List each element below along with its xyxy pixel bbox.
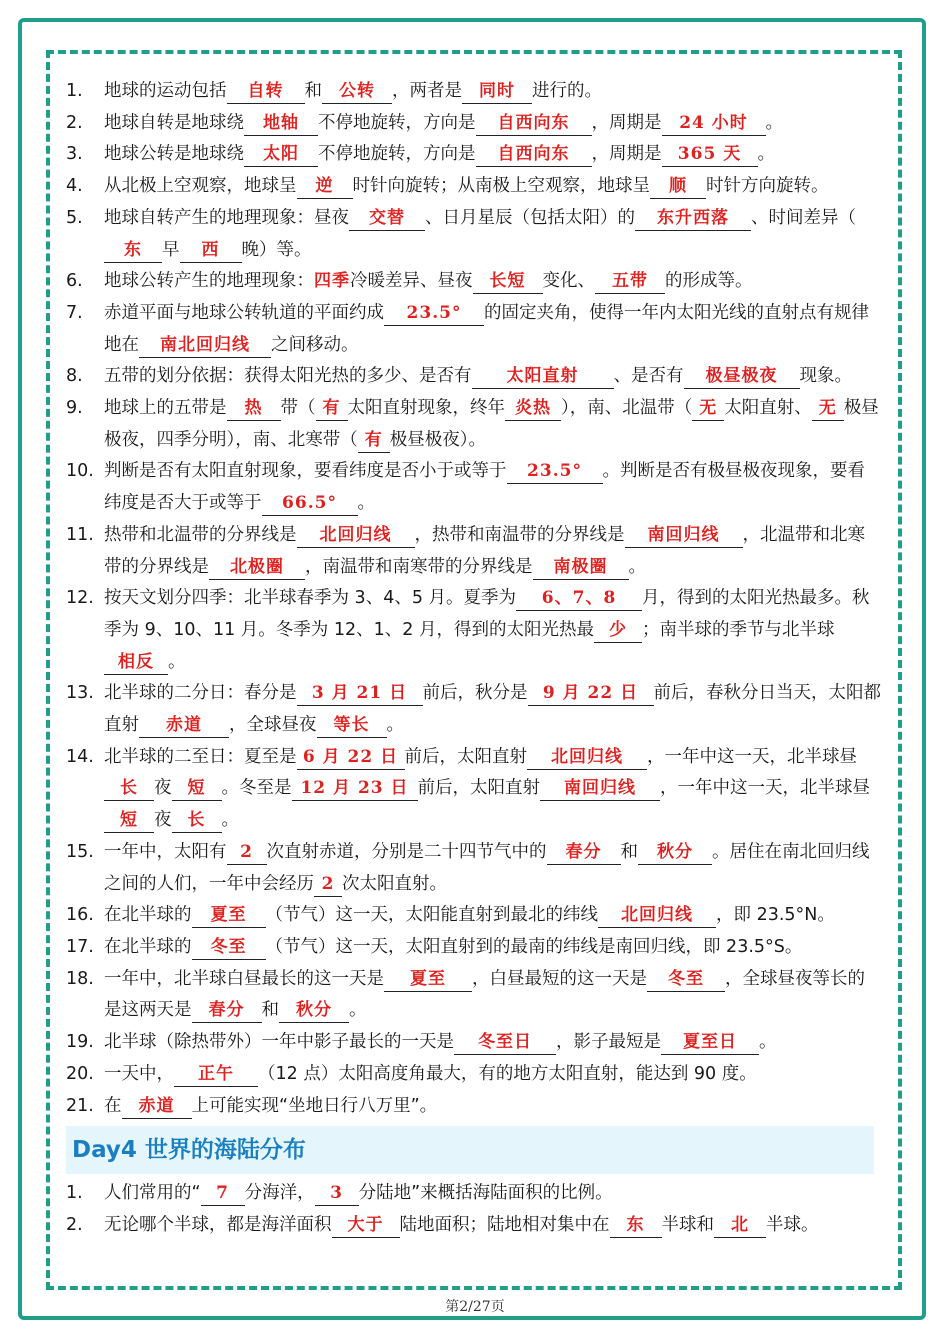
question-text-segment: ，热带和南温带的分界线是 [414,524,625,545]
answer-blank: 23.5° [507,459,603,484]
question-text-segment: 。 [628,556,646,577]
answer-blank: 有 [358,428,390,453]
question-text-segment: 地球上的五带是 [104,398,227,419]
question-text-segment: 带（ [280,398,316,419]
question-text-segment: ，南温带和南寒带的分界线是 [305,556,533,577]
answer-blank: 北 [714,1213,766,1238]
question-text-segment: 在 [104,1095,122,1116]
question-text-segment: ，全球昼夜 [229,715,317,736]
question-text-segment: 。 [168,651,186,672]
question-text-segment: 热带和北温带的分界线是 [104,524,297,545]
question-text [104,266,882,298]
answer-blank: 北极圈 [209,555,305,580]
answer-blank: 24 小时 [662,111,766,136]
question-text-segment: 不停地旋转，方向是 [318,144,476,165]
question-text-segment: 人们常用的“ [104,1183,201,1204]
question-text-segment: （12 点）太阳高度角最大，有的地方太阳直射，能达到 90 度。 [258,1063,757,1084]
question-text-segment: 半球。 [766,1214,819,1235]
question-number: 2. [66,1214,83,1235]
question-text-segment: ，周期是 [591,112,662,133]
question-item [66,393,882,456]
answer-blank: 7 [201,1181,245,1206]
question-text-segment: 现象。 [799,366,852,387]
question-text-segment: 次直射赤道，分别是二十四节气中的 [266,841,547,862]
question-number: 3. [66,144,83,165]
question-item [66,583,882,678]
answer-blank: 365 天 [662,142,758,167]
question-text-segment: ，全球昼夜等长的是这两天是 [104,968,865,1021]
question-text-segment: 、日月星辰（包括太阳）的 [425,207,635,228]
question-text-segment: 地球自转是地球绕 [104,112,244,133]
question-text-segment: 冷暖差异、昼夜 [350,271,473,292]
question-text [104,76,882,108]
answer-blank: 自西向东 [476,111,592,136]
question-text [104,1210,882,1242]
answer-blank: 12 月 23 日 [292,776,418,801]
answer-blank: 东升西落 [635,206,751,231]
section-title: Day4 世界的海陆分布 [72,1137,306,1164]
question-text-segment: 地球自转产生的地理现象：昼夜 [104,207,349,228]
question-text-segment: 在北半球的 [104,905,192,926]
question-text-segment: 上可能实现“坐地日行八万里”。 [191,1095,438,1116]
question-item [66,456,882,519]
question-text-segment: 晚）等。 [241,239,312,260]
answer-blank: 北回归线 [598,903,716,928]
answer-blank: 极昼极夜 [684,364,800,389]
answer-blank: 交替 [349,206,425,231]
answer-blank: 北回归线 [527,745,647,770]
question-text-segment: 一天中， [104,1063,174,1084]
answer-blank: 3 月 21 日 [297,681,423,706]
answer-blank: 冬至日 [454,1030,556,1055]
question-text-segment: 五带的划分依据：获得太阳光热的多少、是否有 [104,366,472,387]
question-number: 6. [66,271,83,292]
question-text-segment: 在北半球的 [104,936,192,957]
question-number: 5. [66,207,83,228]
answer-blank: 长 [172,808,222,833]
answer-blank: 无 [812,396,844,421]
answer-blank: 春分 [547,840,621,865]
question-text [104,520,882,583]
question-text-segment: 月，得到的太阳光热最多。秋季为 9、10、11 月。冬季为 12、1、2 月，得到的太阳光热最 [104,588,870,640]
question-text-segment: 一年中，太阳有 [104,841,227,862]
question-text-segment: ），南、北温带（ [561,398,693,419]
question-number: 12. [66,588,94,609]
answer-blank: 热 [227,396,281,421]
question-text-segment: ，一年中这一天，北半球昼 [660,778,870,799]
question-text [104,742,882,837]
answer-blank: 东 [610,1213,662,1238]
answer-blank: 北回归线 [297,523,415,548]
question-text-segment: 无论哪个半球，都是海洋面积 [104,1214,332,1235]
question-number: 20. [66,1063,94,1084]
question-text-segment: 前后，太阳直射 [417,778,540,799]
question-number: 17. [66,936,94,957]
question-text [104,964,882,1027]
answer-blank: 顺 [650,174,706,199]
answer-blank: 6、7、8 [516,586,642,611]
question-number: 11. [66,524,94,545]
answer-blank: 相反 [104,650,168,675]
question-item [66,1178,882,1210]
question-text-segment: 进行的。 [532,81,602,101]
question-text-segment: 。居住在南北回归线之间的人们，一年中会经历 [104,841,870,894]
answer-blank: 南极圈 [533,555,629,580]
question-text [104,837,882,900]
answer-blank: 夏至 [384,967,472,992]
question-text-segment: 太阳直射现象，终年 [347,398,505,419]
question-item [66,1027,882,1059]
question-item [66,837,882,900]
question-text-segment: ，即 23.5°N。 [716,905,835,926]
question-item [66,964,882,1027]
question-text-segment: 和 [304,81,322,101]
question-number: 10. [66,461,94,482]
question-text-segment: （节气）这一天，太阳直射到的最南的纬线是南回归线，即 23.5°S。 [265,936,803,957]
answer-blank: 少 [594,618,642,643]
question-number: 8. [66,366,83,387]
question-text-segment: 。 [386,715,404,736]
answer-blank: 正午 [174,1062,258,1087]
answer-blank: 大于 [332,1213,400,1238]
answer-blank: 3 [315,1181,359,1206]
answer-blank: 公转 [322,79,392,104]
question-text-segment: 不停地旋转，方向是 [318,112,476,133]
question-text-segment: 地球公转产生的地理现象： [104,271,314,292]
question-list-day3 [66,76,882,1122]
question-text-segment: 的固定夹角，使得一年内太阳光线的直射点有规律地在 [104,302,869,355]
answer-blank: 同时 [462,79,532,104]
answer-blank: 南回归线 [625,523,743,548]
question-item [66,266,882,298]
answer-blank: 东 [104,238,162,263]
question-text-segment: （节气）这一天，太阳能直射到最北的纬线 [265,905,598,926]
answer-blank: 23.5° [384,301,484,326]
question-text-segment: 。 [765,112,783,133]
question-text-segment: 。 [349,1000,367,1021]
question-text-segment: 夜 [154,778,172,799]
answer-blank: 等长 [317,713,387,738]
question-text-segment: ，两者是 [392,81,462,101]
question-text-segment: 北半球的二分日：春分是 [104,683,297,704]
question-text-segment: 变化、 [542,271,595,292]
answer-blank: 地轴 [244,111,318,136]
answer-blank: 西 [180,238,242,263]
answer-blank: 长 [104,776,154,801]
question-text-segment: 北半球（除热带外）一年中影子最长的一天是 [104,1032,454,1053]
answer-blank: 逆 [297,174,353,199]
question-text-segment: 前后，春秋分日当天，太阳都直射 [104,683,881,736]
answer-blank: 太阳 [244,142,318,167]
question-text-segment: 北半球的二至日：夏至是 [104,746,297,767]
question-text-segment: ，北温带和北寒带的分界线是 [104,524,865,577]
answer-blank: 2 [227,840,267,865]
question-number: 9. [66,398,83,419]
answer-blank: 自转 [227,79,305,104]
question-number: 2. [66,112,83,133]
question-text-segment: 地球公转是地球绕 [104,144,244,165]
question-text-segment: ，白昼最短的这一天是 [472,968,647,989]
question-text-segment: 和 [261,1000,279,1021]
question-text [104,1027,882,1059]
question-text-segment: ；南半球的季节与北半球 [641,619,835,640]
answer-blank: 夏至日 [661,1030,759,1055]
answer-blank: 春分 [192,998,262,1023]
question-text [104,139,882,171]
question-number: 18. [66,968,94,989]
question-text-segment: 赤道平面与地球公转轨道的平面约成 [104,302,384,323]
question-number: 4. [66,176,83,197]
question-text-segment: 、时间差异（ [751,207,856,228]
question-text-segment: 和 [620,841,638,862]
question-text-segment: 分陆地”来概括海陆面积的比例。 [358,1183,613,1204]
question-number: 19. [66,1032,94,1053]
question-item [66,1210,882,1242]
question-text [104,456,882,519]
question-item [66,900,882,932]
question-number: 13. [66,683,94,704]
question-text-segment: 前后，秋分是 [422,683,528,704]
question-text-segment: ，一年中这一天，北半球昼 [647,746,857,767]
question-text-segment: 极昼极夜）。 [389,429,486,450]
question-text [104,171,882,203]
question-text-segment: 极昼极夜，四季分明），南、北寒带（ [104,398,879,450]
question-text-segment: 夜 [154,810,172,831]
answer-blank: 2 [314,872,342,897]
question-text-segment: 。 [221,810,239,831]
question-number: 15. [66,841,94,862]
question-item [66,678,882,741]
answer-blank: 6 月 22 日 [297,745,405,770]
question-text-segment: 早 [162,239,180,260]
answer-blank: 炎热 [505,396,561,421]
question-text [104,1091,882,1123]
question-number: 7. [66,302,83,323]
question-text [104,932,882,964]
answer-blank: 9 月 22 日 [528,681,654,706]
question-item [66,361,882,393]
question-text [104,1178,882,1210]
question-text-segment: 按天文划分四季：北半球春季为 3、4、5 月。夏季为 [104,588,517,609]
answer-blank: 赤道 [122,1094,192,1119]
question-text-segment: 次太阳直射。 [342,873,447,894]
question-item [66,108,882,140]
answer-blank: 短 [172,776,222,801]
question-text-segment: 太阳直射、 [724,398,812,419]
question-text-segment: 。 [759,1032,777,1053]
question-text [104,108,882,140]
question-text-segment: 一年中，北半球白昼最长的这一天是 [104,968,384,989]
question-text-segment: 地球的运动包括 [104,81,227,101]
question-text-segment: 从北极上空观察，地球呈 [104,176,297,197]
question-text-segment: 判断是否有太阳直射现象，要看纬度是否小于或等于 [104,461,507,482]
question-text-segment: 半球和 [661,1214,714,1235]
question-text-segment: ，影子最短是 [556,1032,661,1053]
page-number: 第2/27页 [445,1299,505,1315]
question-number: 21. [66,1095,94,1116]
question-list-day4 [66,1178,882,1241]
question-text-segment: 。 [757,144,775,165]
question-text-segment: 。冬至是 [221,778,292,799]
question-number: 1. [66,81,83,101]
question-item [66,932,882,964]
question-text-segment: 时针向旋转；从南极上空观察，地球呈 [352,176,650,197]
question-item [66,1091,882,1123]
question-text-segment: 前后，太阳直射 [404,746,527,767]
question-text [104,361,882,393]
answer-blank: 秋分 [638,840,712,865]
answer-blank: 五带 [595,269,665,294]
answer-blank: 夏至 [192,903,266,928]
question-item [66,203,882,266]
answer-blank: 长短 [473,269,543,294]
question-text [104,583,882,678]
answer-blank: 秋分 [279,998,349,1023]
question-item [66,520,882,583]
question-text [104,298,882,361]
answer-blank: 太阳直射 [472,364,614,389]
question-text [104,203,882,266]
question-text [104,900,882,932]
question-item [66,171,882,203]
answer-blank: 无 [692,396,724,421]
question-text [104,393,882,456]
question-text-segment: 、是否有 [613,366,684,387]
answer-blank: 66.5° [262,491,358,516]
answer-inline: 四季 [314,271,350,292]
answer-blank: 赤道 [139,713,229,738]
answer-blank: 短 [104,808,154,833]
question-text-segment: 。 [357,493,375,514]
answer-blank: 冬至 [192,935,266,960]
question-item [66,742,882,837]
question-text-segment: 。判断是否有极昼极夜现象，要看纬度是否大于或等于 [104,461,865,514]
answer-blank: 南北回归线 [139,333,271,358]
question-number: 1. [66,1183,83,1204]
question-text [104,1059,882,1091]
answer-blank: 冬至 [647,967,725,992]
section-header-day4 [66,1126,874,1174]
answer-blank: 自西向东 [476,142,592,167]
question-item [66,1059,882,1091]
answer-blank: 有 [316,396,348,421]
question-text-segment: 之间移动。 [271,334,359,355]
question-item [66,76,882,108]
question-text-segment: ，周期是 [591,144,662,165]
question-text-segment: 的形成等。 [665,271,753,292]
question-item [66,139,882,171]
question-number: 14. [66,746,94,767]
document-content [66,76,882,1242]
question-text [104,678,882,741]
question-item [66,298,882,361]
question-number: 16. [66,905,94,926]
answer-blank: 南回归线 [540,776,660,801]
question-text-segment: 分海洋， [244,1183,315,1204]
question-text-segment: 陆地面积；陆地相对集中在 [399,1214,610,1235]
question-text-segment: 时针方向旋转。 [706,176,829,197]
